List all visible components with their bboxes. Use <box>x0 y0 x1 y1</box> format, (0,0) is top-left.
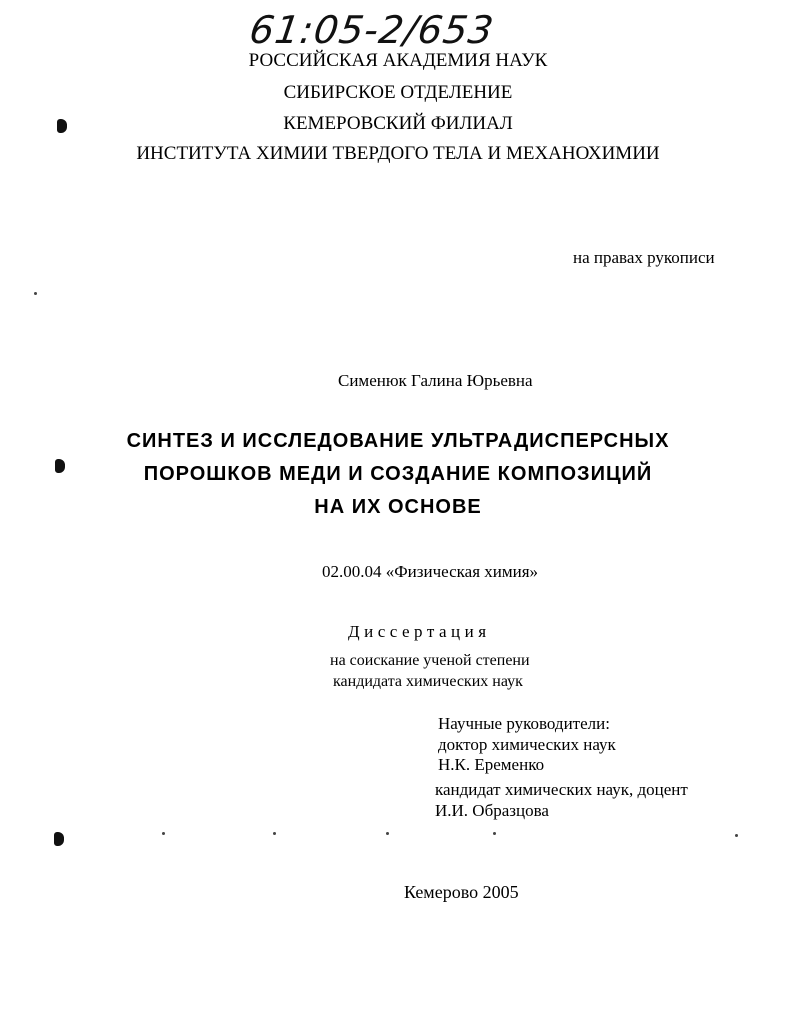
header-line-filial: КЕМЕРОВСКИЙ ФИЛИАЛ <box>283 113 513 134</box>
binding-mark-icon <box>55 459 65 473</box>
scan-speck <box>386 832 389 835</box>
supervisor-1-degree: доктор химических наук <box>438 735 616 754</box>
header-line-academy: РОССИЙСКАЯ АКАДЕМИЯ НАУК <box>248 50 548 71</box>
work-type: Диссертация <box>348 622 491 641</box>
manuscript-rights-note: на правах рукописи <box>573 248 715 267</box>
binding-mark-icon <box>57 119 67 133</box>
handwritten-archive-code: 61:05-2/653 <box>246 8 497 52</box>
place-and-year: Кемерово 2005 <box>404 882 519 902</box>
title-line-2: ПОРОШКОВ МЕДИ И СОЗДАНИЕ КОМПОЗИЦИЙ <box>143 463 653 485</box>
title-line-1: СИНТЕЗ И ИССЛЕДОВАНИЕ УЛЬТРАДИСПЕРСНЫХ <box>126 430 670 452</box>
degree-line-1: на соискание ученой степени <box>330 652 530 669</box>
scan-speck <box>493 832 496 835</box>
title-line-3: НА ИХ ОСНОВЕ <box>314 496 482 518</box>
scan-speck <box>162 832 165 835</box>
supervisors-heading: Научные руководители: <box>438 714 610 733</box>
scan-speck <box>735 834 738 837</box>
header-line-branch: СИБИРСКОЕ ОТДЕЛЕНИЕ <box>283 82 513 103</box>
degree-line-2: кандидата химических наук <box>333 673 523 690</box>
binding-mark-icon <box>54 832 64 846</box>
supervisor-1-name: Н.К. Еременко <box>438 755 545 774</box>
scan-speck <box>34 292 37 295</box>
author-name: Сименюк Галина Юрьевна <box>338 371 533 390</box>
scan-speck <box>273 832 276 835</box>
supervisor-2-degree: кандидат химических наук, доцент <box>435 780 688 799</box>
specialty-code: 02.00.04 «Физическая химия» <box>322 562 539 581</box>
header-line-institute: ИНСТИТУТА ХИМИИ ТВЕРДОГО ТЕЛА И МЕХАНОХИМИИ <box>136 143 660 164</box>
supervisor-2-name: И.И. Образцова <box>435 801 549 820</box>
